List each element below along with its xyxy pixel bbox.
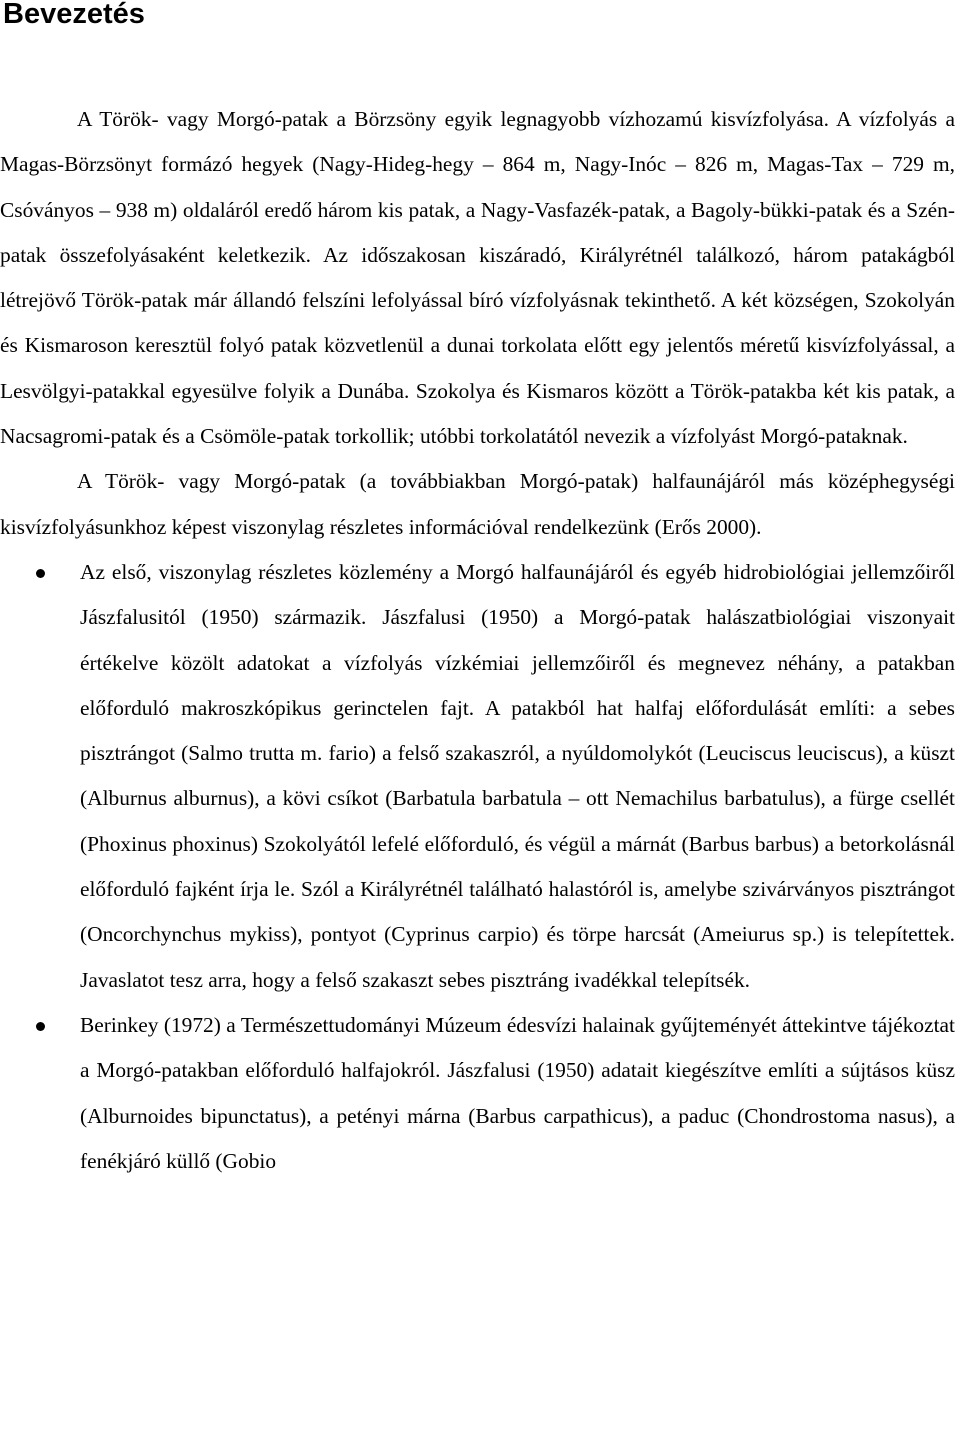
bullet-list bbox=[0, 550, 955, 1184]
section-heading: Bevezetés bbox=[3, 0, 145, 30]
paragraph-fauna: A Török- vagy Morgó-patak (a továbbiakban Morgó-patak) halfaunájáról más középhegységi kisvízfolyásunkhoz képest viszonylag részletes információval rendelkezünk (Erős 2000). bbox=[0, 469, 955, 539]
paragraph-intro: A Török- vagy Morgó-patak a Börzsöny egyik legnagyobb vízhozamú kisvízfolyása. A vízfolyás a Magas-Börzsönyt formázó hegyek (Nagy-Hideg-hegy – 864 m, Nagy-Inóc – 826 m, Magas-Tax – 729 m, Csóványos – 938 m) oldaláról eredő három kis patak, a Nagy-Vasfazék-patak, a Bagoly-bükki-patak és a Szén-patak összefolyásaként keletkezik. Az időszakosan kiszáradó, Királyrétnél találkozó, három patakágból létrejövő Török-patak már állandó felszíni lefolyással bíró vízfolyásnak tekinthető. A két községen, Szokolyán és Kismaroson keresztül folyó patak közvetlenül a dunai torkolata előtt egy jelentős méretű kisvízfolyással, a Lesvölgyi-patakkal egyesülve folyik a Dunába. Szokolya és Kismaros között a Török-patakba két kis patak, a Nacsagromi-patak és a Csömöle-patak torkollik; utóbbi torkolatától nevezik a vízfolyást Morgó-pataknak. bbox=[0, 107, 955, 449]
bullet-dot-icon bbox=[36, 1022, 45, 1031]
bullet-item-berinkey bbox=[0, 1003, 955, 1184]
bullet-item-jaszfalusi bbox=[0, 550, 955, 1003]
bullet-dot-icon bbox=[36, 569, 45, 578]
body-text bbox=[0, 97, 955, 1184]
bullet-text: Az első, viszonylag részletes közlemény a Morgó halfaunájáról és egyéb hidrobiológiai jellemzőiről Jászfalusitól (1950) származik. Jászfalusi (1950) a Morgó-patak halászatbiológiai viszonyait értékelve közölt adatokat a vízfolyás vízkémiai jellemzőiről és megnevez néhány, a patakban előforduló makroszkópikus gerinctelen fajt. A patakból hat halfaj előfordulását említi: a sebes pisztrángot (Salmo trutta m. fario) a felső szakaszról, a nyúldomolykót (Leuciscus leuciscus), a küszt (Alburnus alburnus), a kövi csíkot (Barbatula barbatula – ott Nemachilus barbatulus), a fürge csellét (Phoxinus phoxinus) Szokolyától lefelé előforduló, és végül a márnát (Barbus barbus) a betorkolásnál előforduló fajként írja le. Szól a Királyrétnél található halastóról is, amelybe szivárványos pisztrángot (Oncorchynchus mykiss), pontyot (Cyprinus carpio) és törpe harcsát (Ameiurus sp.) is telepítettek. Javaslatot tesz arra, hogy a felső szakaszt sebes pisztráng ivadékkal telepítsék. bbox=[80, 559, 955, 992]
bullet-text: Berinkey (1972) a Természettudományi Múzeum édesvízi halainak gyűjteményét áttekintve tájékoztat a Morgó-patakban előforduló halfajokról. Jászfalusi (1950) adatait kiegészítve említi a sújtásos küsz (Alburnoides bipunctatus), a petényi márna (Barbus carpathicus), a paduc (Chondrostoma nasus), a fenékjáró küllő (Gobio bbox=[80, 1012, 955, 1173]
